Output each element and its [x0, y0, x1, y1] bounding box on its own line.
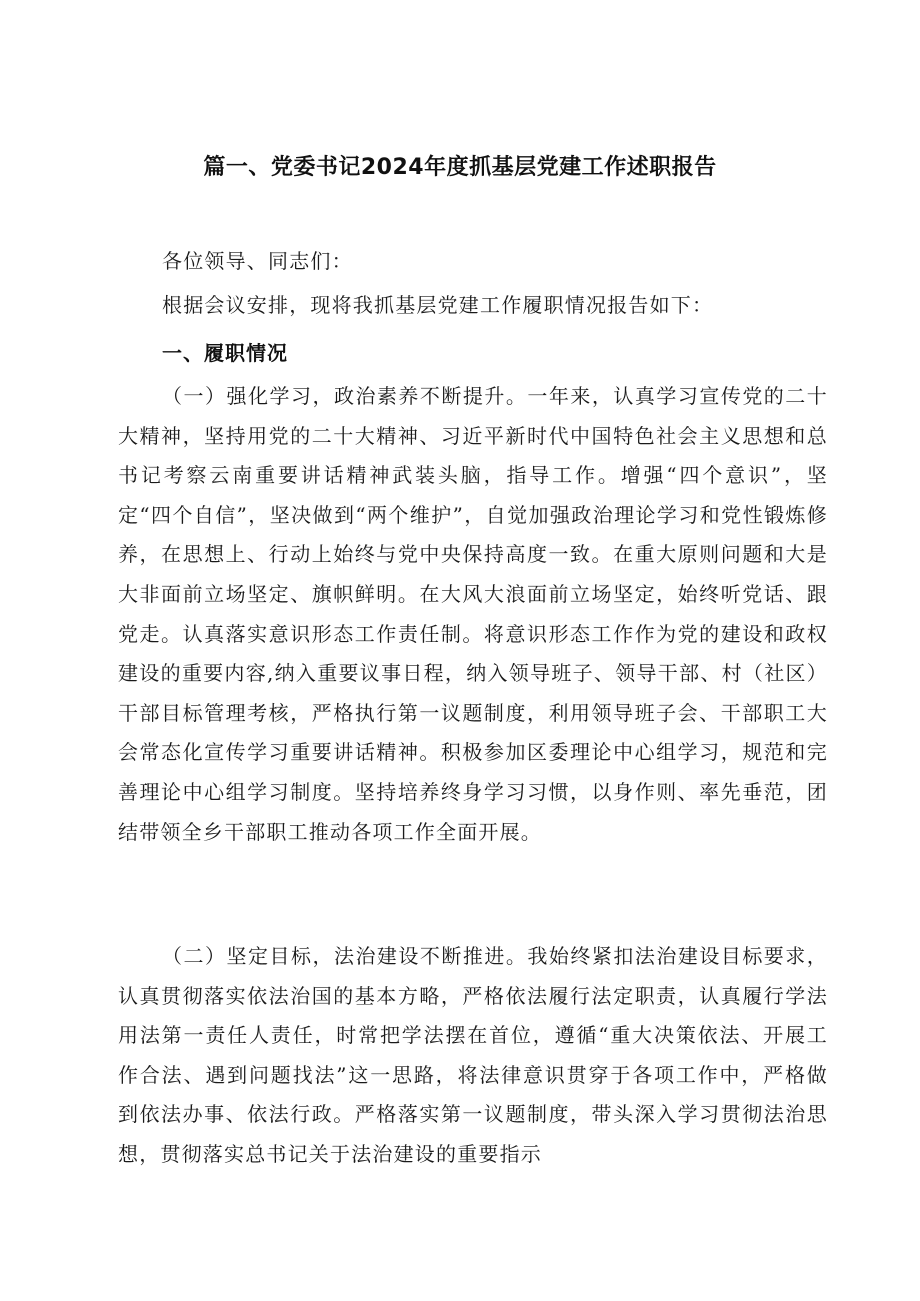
salutation: 各位领导、同志们：: [162, 249, 353, 273]
section-heading: 一、履职情况: [162, 341, 288, 365]
paragraph-1: （一）强化学习，政治素养不断提升。一年来，认真学习宣传党的二十大精神，坚持用党的二十大精神、习近平新时代中国特色社会主义思想和总书记考察云南重要讲话精神武装头脑，指导工作。增强“四个意识”，坚定“四个自信”，坚决做到“两个维护”，自觉加强政治理论学习和党性锻炼修养，在思想上、行动上始终与党中央保持高度一致。在重大原则问题和大是大非面前立场坚定、旗帜鲜明。在大风大浪面前立场坚定，始终听党话、跟党走。认真落实意识形态工作责任制。将意识形态工作作为党的建设和政权建设的重要内容,纳入重要议事日程，纳入领导班子、领导干部、村（社区）干部目标管理考核，严格执行第一议题制度，利用领导班子会、干部职工大会常态化宣传学习重要讲话精神。积极参加区委理论中心组学习，规范和完善理论中心组学习制度。坚持培养终身学习习惯，以身作则、率先垂范，团结带领全乡干部职工推动各项工作全面开展。: [118, 384, 828, 844]
document-title: 篇一、党委书记2024年度抓基层党建工作述职报告: [203, 155, 717, 180]
intro-line: 根据会议安排，现将我抓基层党建工作履职情况报告如下：: [162, 293, 714, 317]
paragraph-2: （二）坚定目标，法治建设不断推进。我始终紧扣法治建设目标要求，认真贯彻落实依法治国的基本方略，严格依法履行法定职责，认真履行学法用法第一责任人责任，时常把学法摆在首位，遵循“重大决策依法、开展工作合法、遇到问题找法”这一思路，将法律意识贯穿于各项工作中，严格做到依法办事、依法行政。严格落实第一议题制度，带头深入学习贯彻法治思想，贯彻落实总书记关于法治建设的重要指示: [118, 944, 828, 1166]
